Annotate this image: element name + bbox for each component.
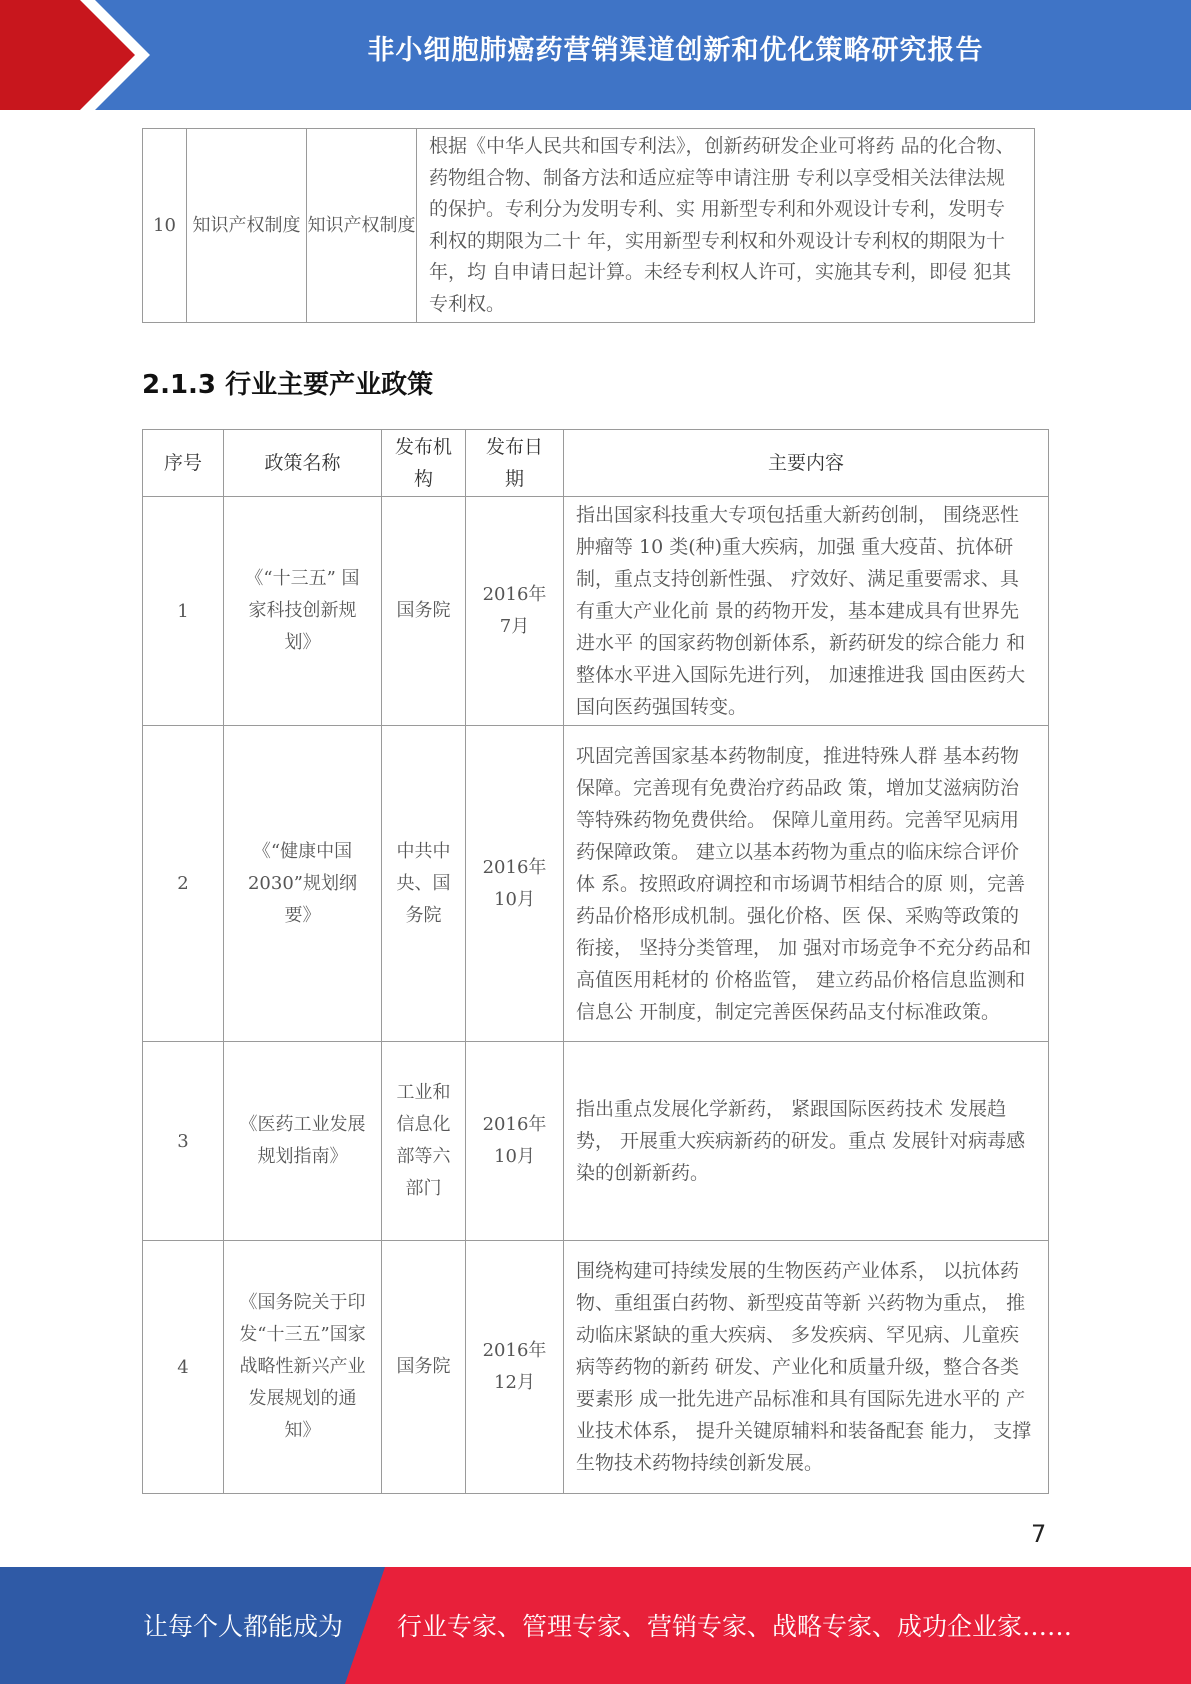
page-footer: [0, 1567, 1191, 1684]
table-row: [143, 129, 1035, 323]
header-no: 序号: [143, 430, 224, 497]
row-number: 3: [143, 1042, 224, 1241]
policy-name: 《医药工业发展规划指南》: [224, 1042, 382, 1241]
header-date: 发布日期: [466, 430, 564, 497]
report-title: 非小细胞肺癌药营销渠道创新和优化策略研究报告: [367, 35, 984, 66]
policy-content: 巩固完善国家基本药物制度，推进特殊人群 基本药物保障。完善现有免费治疗药品政 策，增加艾滋病防治等特殊药物免费供给。 保障儿童用药。完善罕见病用药保障政策。 建立以基本药物为重点的临床综合评价体 系。按照政府调控和市场调节相结合的原 则，完善药品价格形成机制。强化价格、医 保、采购等政策的衔接， 坚持分类管理， 加 强对市场竞争不充分药品和高值医用耗材的 价格监管， 建立药品价格信息监测和信息公 开制度，制定完善医保药品支付标准政策。: [564, 726, 1049, 1042]
header-chevron-graphic: [0, 0, 160, 110]
policy-content: 指出重点发展化学新药， 紧跟国际医药技术 发展趋势， 开展重大疾病新药的研发。重点 发展针对病毒感染的创新新药。: [564, 1042, 1049, 1241]
page-header: [0, 0, 1191, 110]
header-content: 主要内容: [564, 430, 1049, 497]
footer-slogan-left: 让每个人都能成为: [143, 1612, 344, 1641]
policy-date: 2016年 10月: [466, 726, 564, 1042]
policy-name: 《“十三五” 国家科技创新规划》: [224, 497, 382, 726]
row-number: 4: [143, 1241, 224, 1494]
item-category: 知识产权制度: [307, 129, 417, 323]
policy-name: 《国务院关于印发“十三五”国家战略性新兴产业发展规划的通知》: [224, 1241, 382, 1494]
table-header-row: [143, 430, 1049, 497]
row-number: 2: [143, 726, 224, 1042]
row-number: 1: [143, 497, 224, 726]
policy-org: 中共中央、国务院: [382, 726, 466, 1042]
policy-content: 指出国家科技重大专项包括重大新药创制， 围绕恶性肿瘤等 10 类(种)重大疾病，加强 重大疫苗、抗体研制，重点支持创新性强、 疗效好、满足重要需求、具有重大产业化前 景的药物开发，基本建成具有世界先进水平 的国家药物创新体系，新药研发的综合能力 和整体水平进入国际先进行列， 加速推进我 国由医药大国向医药强国转变。: [564, 497, 1049, 726]
policy-date: 2016年 7月: [466, 497, 564, 726]
policy-table: [142, 429, 1049, 1494]
policy-content: 围绕构建可持续发展的生物医药产业体系， 以抗体药物、重组蛋白药物、新型疫苗等新 兴药物为重点， 推动临床紧缺的重大疾病、 多发疾病、罕见病、儿童疾病等药物的新药 研发、产业化和质量升级，整合各类要素形 成一批先进产品标准和具有国际先进水平的 产业技术体系， 提升关键原辅料和装备配套 能力， 支撑生物技术药物持续创新发展。: [564, 1241, 1049, 1494]
item-name: 知识产权制度: [187, 129, 307, 323]
policy-org: 国务院: [382, 1241, 466, 1494]
page-number: 7: [1031, 1520, 1047, 1548]
ip-table: [142, 128, 1035, 323]
table-row: [143, 1241, 1049, 1494]
header-name: 政策名称: [224, 430, 382, 497]
policy-name: 《“健康中国2030”规划纲要》: [224, 726, 382, 1042]
footer-slogan-right: 行业专家、管理专家、营销专家、战略专家、成功企业家……: [397, 1612, 1073, 1641]
header-org: 发布机构: [382, 430, 466, 497]
table-row: [143, 497, 1049, 726]
row-number: 10: [143, 129, 187, 323]
policy-org: 国务院: [382, 497, 466, 726]
table-row: [143, 1042, 1049, 1241]
section-heading: 2.1.3 行业主要产业政策: [142, 370, 434, 400]
policy-date: 2016年 12月: [466, 1241, 564, 1494]
table-row: [143, 726, 1049, 1042]
item-content: 根据《中华人民共和国专利法》，创新药研发企业可将药 品的化合物、药物组合物、制备方法和适应症等申请注册 专利以享受相关法律法规的保护。专利分为发明专利、实 用新型专利和外观设计专利，发明专利权的期限为二十 年，实用新型专利权和外观设计专利权的期限为十年，均 自申请日起计算。未经专利权人许可，实施其专利，即侵 犯其专利权。: [417, 129, 1035, 323]
policy-date: 2016年 10月: [466, 1042, 564, 1241]
policy-org: 工业和信息化部等六部门: [382, 1042, 466, 1241]
